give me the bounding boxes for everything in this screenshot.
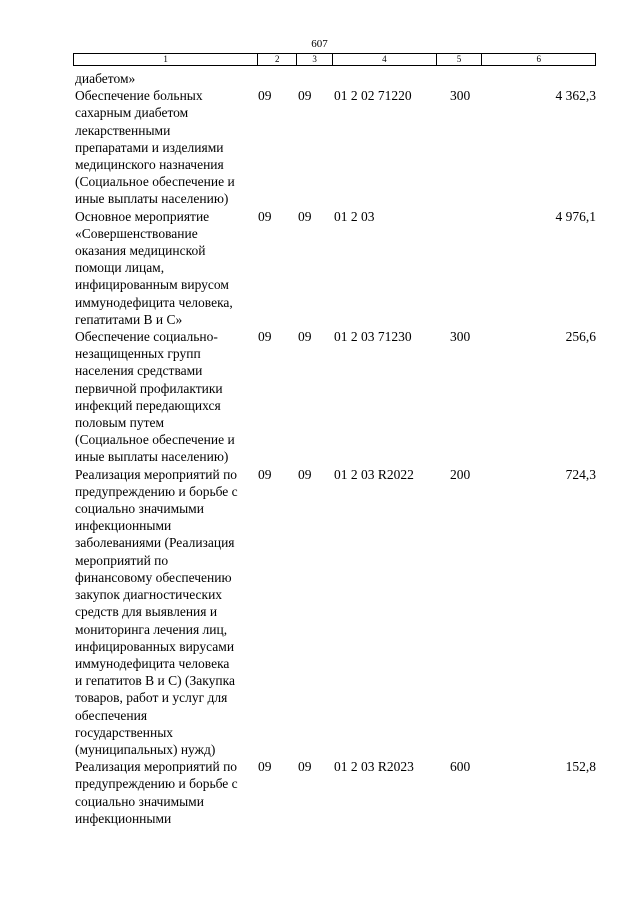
row-section: 09 <box>258 88 272 104</box>
description-line: «Совершенствование <box>75 225 198 241</box>
description-line: (Социальное обеспечение и <box>75 432 235 448</box>
description-line: населения средствами <box>75 363 203 379</box>
row-target-code: 01 2 03 71230 <box>334 329 412 345</box>
row-description <box>75 208 258 328</box>
table-row <box>75 466 596 758</box>
description-line: предупреждению и борьбе с <box>75 776 238 792</box>
row-section: 09 <box>258 466 272 482</box>
header-col-5: 5 <box>436 54 482 65</box>
description-line: инфицированным вирусом <box>75 277 229 293</box>
description-line: диабетом» <box>75 71 136 86</box>
table-row <box>75 208 596 328</box>
description-line: инфекционными <box>75 518 172 534</box>
description-line: оказания медицинской <box>75 243 206 259</box>
header-col-3: 3 <box>296 54 332 65</box>
row-description <box>75 87 258 207</box>
table-row <box>75 87 596 207</box>
description-line: медицинского назначения <box>75 157 224 173</box>
description-line: инфекционными <box>75 810 172 826</box>
row-description <box>75 466 258 758</box>
header-col-2: 2 <box>257 54 296 65</box>
row-amount: 4 976,1 <box>555 208 596 224</box>
description-line: инфицированных вирусами <box>75 638 235 654</box>
row-subsection: 09 <box>298 329 312 345</box>
description-line: социально значимыми <box>75 501 204 517</box>
description-line: закупок диагностических <box>75 587 223 603</box>
row-subsection: 09 <box>298 759 312 775</box>
row-section <box>258 70 297 87</box>
description-line: Обеспечение больных <box>75 88 203 104</box>
description-line: Основное мероприятие <box>75 208 210 224</box>
header-col-1: 1 <box>163 54 168 64</box>
table-row <box>75 328 596 466</box>
description-line: иные выплаты населению) <box>75 191 229 207</box>
description-line: иммунодефицита человека, <box>75 294 233 310</box>
description-line: мероприятий по <box>75 552 169 568</box>
description-line: заболеваниями (Реализация <box>75 535 235 551</box>
row-expense-type: 600 <box>450 759 471 775</box>
description-line: лекарственными <box>75 122 171 138</box>
description-line: инфекций передающихся <box>75 397 221 413</box>
row-target-code: 01 2 02 71220 <box>334 88 412 104</box>
description-line: первичной профилактики <box>75 380 223 396</box>
description-line: социально значимыми <box>75 793 204 809</box>
description-line: средств для выявления и <box>75 604 218 620</box>
row-target-code: 01 2 03 R2022 <box>334 466 414 482</box>
row-expense-type <box>437 208 483 328</box>
description-line: и гепатитов В и С) (Закупка <box>75 673 235 689</box>
description-line: Обеспечение социально- <box>75 329 218 345</box>
description-line: помощи лицам, <box>75 260 165 276</box>
description-line: иммунодефицита человека <box>75 655 230 671</box>
description-line: сахарным диабетом <box>75 105 189 121</box>
row-description <box>75 758 258 827</box>
description-line: иные выплаты населению) <box>75 449 229 465</box>
description-line: государственных <box>75 724 174 740</box>
row-section: 09 <box>258 329 272 345</box>
row-subsection: 09 <box>298 88 312 104</box>
description-line: Реализация мероприятий по <box>75 759 238 775</box>
row-expense-type: 200 <box>450 466 471 482</box>
table-header <box>73 53 596 66</box>
description-line: (Социальное обеспечение и <box>75 174 235 190</box>
table-row <box>75 70 596 87</box>
row-target-code: 01 2 03 <box>334 208 375 224</box>
row-target-code: 01 2 03 R2023 <box>334 759 414 775</box>
description-line: финансовому обеспечению <box>75 569 232 585</box>
description-line: товаров, работ и услуг для <box>75 690 228 706</box>
table-row <box>75 758 596 827</box>
table-body <box>75 70 596 827</box>
description-line: обеспечения <box>75 707 148 723</box>
row-amount: 256,6 <box>565 329 596 345</box>
header-col-6: 6 <box>481 54 595 65</box>
header-col-4: 4 <box>332 54 436 65</box>
description-line: предупреждению и борьбе с <box>75 483 238 499</box>
row-expense-type <box>437 70 483 87</box>
description-line: половым путем <box>75 415 165 431</box>
description-line: Реализация мероприятий по <box>75 466 238 482</box>
row-expense-type: 300 <box>450 88 471 104</box>
row-amount: 4 362,3 <box>555 88 596 104</box>
row-subsection <box>297 70 333 87</box>
row-amount <box>483 70 596 87</box>
description-line: незащищенных групп <box>75 346 201 362</box>
row-section: 09 <box>258 759 272 775</box>
row-amount: 724,3 <box>565 466 596 482</box>
description-line: мониторинга лечения лиц, <box>75 621 228 637</box>
page-number: 607 <box>311 38 328 50</box>
row-description <box>75 328 258 466</box>
row-amount: 152,8 <box>565 759 596 775</box>
description-line: препаратами и изделиями <box>75 139 224 155</box>
row-subsection: 09 <box>298 466 312 482</box>
description-line: (муниципальных) нужд) <box>75 741 216 757</box>
row-target-code <box>333 70 437 87</box>
row-section: 09 <box>258 208 272 224</box>
row-expense-type: 300 <box>450 329 471 345</box>
row-subsection: 09 <box>298 208 312 224</box>
description-line: гепатитами В и С» <box>75 311 183 327</box>
row-description <box>75 70 258 87</box>
